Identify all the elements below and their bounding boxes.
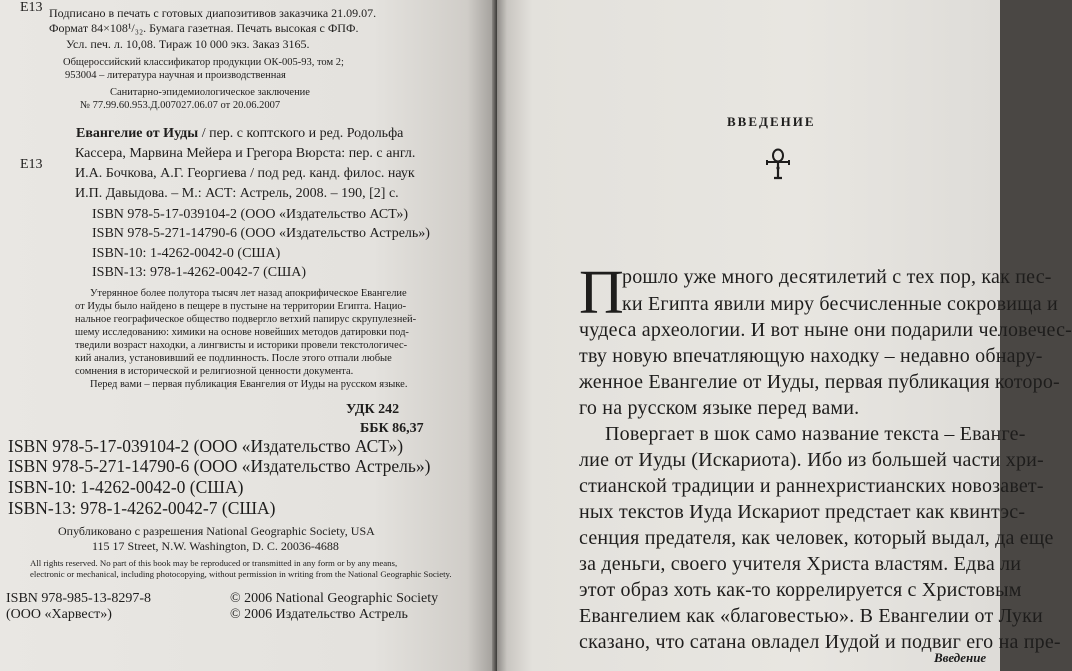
imprint-line: № 77.99.60.953.Д.007027.06.07 от 20.06.2007 (80, 100, 281, 111)
body-line: этот образ хоть как-то коррелируется с Христовым (579, 579, 1022, 601)
chapter-title: ВВЕДЕНИЕ (727, 114, 816, 129)
imprint-line: 953004 – литература научная и производственная (65, 70, 286, 81)
body-line: сказано, что сатана овладел Иудой и подвиг его на пре- (579, 631, 1061, 653)
abstract-line: нальное географическое общество подвергло ветхий папирус скрупулезней- (75, 314, 417, 325)
abstract-line: шему исследованию: химики на основе новейших методов датировки под- (75, 327, 409, 338)
footer-publisher: (ООО «Харвест») (6, 607, 112, 622)
abstract-line: тведили возраст находки, а лингвисты и историки провели текстологичес- (75, 340, 408, 351)
body-line: стианской традиции и раннехристианских новозавет- (579, 475, 1044, 497)
permission-line: Опубликовано с разрешения National Geographic Society, USA (58, 524, 375, 538)
body-line: женное Евангелие от Иуды, первая публикация которо- (579, 371, 1060, 393)
imprint-line: Общероссийский классификатор продукции ОК-005-93, том 2; (63, 57, 344, 68)
body-line: ки Египта явили миру бесчисленные сокровища и (622, 293, 1058, 315)
catalog-isbn: ISBN-10: 1-4262-0042-0 (США) (92, 246, 281, 261)
udk-code: УДК 242 (346, 402, 400, 417)
ankh-icon (765, 148, 791, 185)
left-page (0, 0, 497, 671)
body-line: рошло уже много десятилетий с тех пор, как пес- (622, 266, 1052, 288)
abstract-line: от Иуды было найдено в пещере в пустыне на территории Египта. Нацио- (75, 301, 407, 312)
rights-line: electronic or mechanical, including photocopying, without permission in writing from the National Geographic Society. (30, 569, 452, 579)
abstract-line: кий анализ, установивший ее подлинность. После этого отпали любые (75, 353, 392, 364)
isbn-line: ISBN-10: 1-4262-0042-0 (США) (8, 477, 244, 497)
copyright-line: © 2006 National Geographic Society (230, 591, 439, 606)
abstract-line: Перед вами – первая публикация Евангелия от Иуды на русском языке. (90, 379, 408, 390)
running-foot: Введение (934, 650, 987, 665)
body-line: лие от Иуды (Искариота). Ибо из большей части хри- (579, 449, 1044, 471)
imprint-line: Формат 84×108¹/₃₂. Бумага газетная. Печать высокая с ФПФ. (49, 21, 359, 35)
footer-isbn: ISBN 978-985-13-8297-8 (6, 591, 152, 606)
copyright-line: © 2006 Издательство Астрель (230, 607, 408, 622)
catalog-line: И.А. Бочкова, А.Г. Георгиева / под ред. канд. филос. наук (75, 166, 415, 181)
permission-line: 115 17 Street, N.W. Washington, D. C. 20036-4688 (92, 539, 339, 553)
isbn-line: ISBN-13: 978-1-4262-0042-7 (США) (8, 498, 276, 518)
abstract-line: Утерянное более полутора тысяч лет назад апокрифическое Евангелие (90, 288, 407, 299)
body-line: чудеса археологии. И вот ныне они подарили человечес- (579, 319, 1072, 341)
bbk-code: ББК 86,37 (360, 421, 424, 436)
catalog-title-line: Евангелие от Иуды / пер. с коптского и ред. Родольфа (76, 126, 404, 141)
body-line: сенция предателя, как человек, который выдал, да еще (579, 527, 1054, 549)
right-page (497, 0, 1072, 671)
catalog-line: Кассера, Марвина Мейера и Грегора Вюрста: пер. с англ. (75, 146, 416, 161)
drop-cap: П (579, 259, 624, 327)
rights-line: All rights reserved. No part of this book may be reproduced or transmitted in any form or by any means, (30, 558, 398, 568)
top-code: Е13 (20, 0, 43, 15)
isbn-line: ISBN 978-5-17-039104-2 (ООО «Издательство АСТ») (8, 436, 404, 456)
catalog-isbn: ISBN 978-5-271-14790-6 (ООО «Издательство Астрель») (92, 226, 430, 241)
body-line: ных текстов Иуда Искариот предстает как квинтэс- (579, 501, 1026, 523)
imprint-line: Усл. печ. л. 10,08. Тираж 10 000 экз. Заказ 3165. (66, 37, 310, 51)
abstract-line: сомнения в исторической и религиозной ценности документа. (75, 366, 354, 377)
body-line: за деньги, своего учителя Христа властям. Едва ли (579, 553, 1022, 575)
catalog-line: И.П. Давыдова. – М.: АСТ: Астрель, 2008. – 190, [2] с. (75, 186, 399, 201)
isbn-line: ISBN 978-5-271-14790-6 (ООО «Издательство Астрель») (8, 456, 431, 476)
book-title: Евангелие от Иуды (76, 126, 199, 141)
body-line: Повергает в шок само название текста – Еванге- (605, 423, 1026, 445)
imprint-line: Подписано в печать с готовых диапозитивов заказчика 21.09.07. (49, 6, 377, 20)
catalog-side-code: Е13 (20, 157, 43, 172)
body-line: тву новую впечатляющую находку – недавно обнару- (579, 345, 1043, 367)
catalog-isbn: ISBN-13: 978-1-4262-0042-7 (США) (92, 265, 306, 280)
body-line: Евангелием как «благовестью». В Евангелии от Луки (579, 605, 1043, 627)
catalog-isbn: ISBN 978-5-17-039104-2 (ООО «Издательство АСТ») (92, 207, 409, 222)
body-line: го на русском языке перед вами. (579, 397, 860, 419)
imprint-line: Санитарно-эпидемиологическое заключение (110, 87, 310, 98)
